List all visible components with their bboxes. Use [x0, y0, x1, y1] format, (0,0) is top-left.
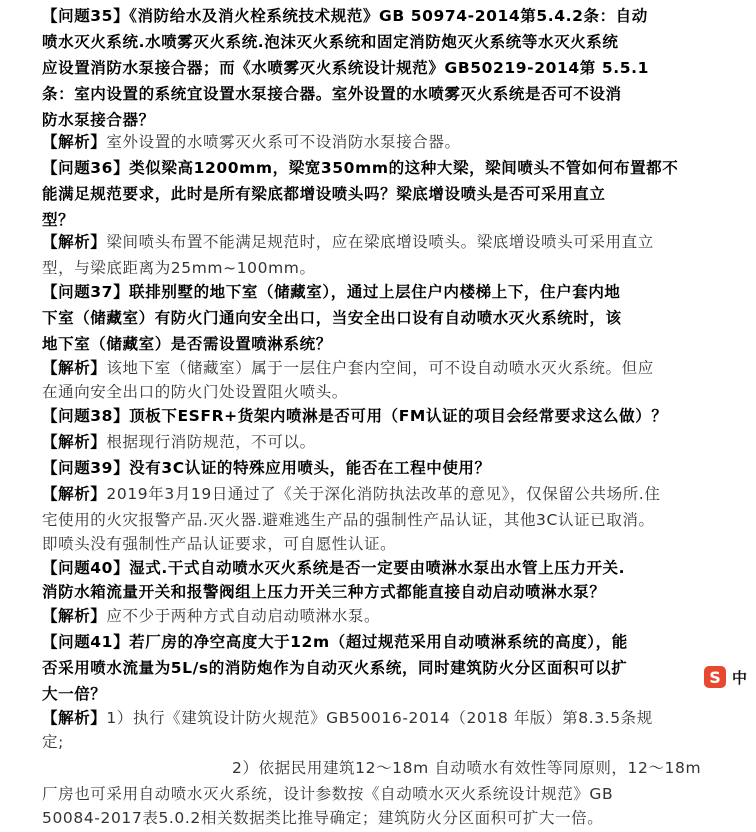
text-line: 50084-2017表5.0.2相关数据类比推导确定；建筑防火分区面积可扩大一倍。	[42, 809, 604, 827]
answer-text: 应不少于两种方式自动启动喷淋水泵。	[106, 607, 381, 625]
text-line: 条：室内设置的系统宜设置水泵接合器。室外设置的水喷雾灭火系统是否可不设消	[42, 85, 622, 103]
text-line: 【问题39】没有3C认证的特殊应用喷头，能否在工程中使用？	[42, 459, 491, 477]
answer-text: 2019年3月19日通过了《关于深化消防执法改革的意见》，仅保留公共场所.住	[106, 485, 661, 503]
text-line: 型，与梁底距离为25mm~100mm。	[42, 259, 316, 277]
text-line: 喷水灭火系统.水喷雾灭火系统.泡沫灭火系统和固定消防炮灭火系统等水灭火系统	[42, 33, 619, 51]
text-line: 消防水箱流量开关和报警阀组上压力开关三种方式都能直接自动启动喷淋水泵？	[42, 583, 606, 601]
answer-tag: 【解析】	[42, 709, 107, 727]
text-line: 应设置消防水泵接合器；而《水喷雾灭火系统设计规范》GB50219-2014第 5.5.1	[42, 59, 649, 77]
answer-line	[42, 704, 653, 732]
answer-tag: 【解析】	[42, 607, 107, 625]
answer-tag: 【解析】	[42, 133, 107, 151]
text-line: 防水泵接合器？	[42, 111, 155, 129]
answer-line	[42, 228, 654, 256]
text-line: 能满足规范要求，此时是所有梁底都增设喷头吗？梁底增设喷头是否可采用直立	[42, 185, 606, 203]
text-line: 【问题40】湿式.干式自动喷水灭火系统是否一定要由喷淋水泵出水管上压力开关.	[42, 559, 626, 577]
text-line: 定;	[42, 733, 64, 751]
answer-tag: 【解析】	[42, 359, 107, 377]
answer-text: 1）执行《建筑设计防火规范》GB50016-2014（2018 年版）第8.3.5条规	[106, 709, 653, 727]
text-line: 地下室（储藏室）是否需设置喷淋系统？	[42, 335, 332, 353]
text-line: 下室（储藏室）有防火门通向安全出口，当安全出口设有自动喷水灭火系统时，该	[42, 309, 622, 327]
text-line: 型？	[42, 211, 75, 229]
answer-text: 该地下室（储藏室）属于一层住户套内空间，可不设自动喷水灭火系统。但应	[106, 359, 654, 377]
answer-tag: 【解析】	[42, 233, 107, 251]
text-line: 【问题41】若厂房的净空高度大于12m（超过规范采用自动喷淋系统的高度），能	[42, 633, 628, 651]
text-line: 宅使用的火灾报警产品.灭火器.避难逃生产品的强制性产品认证，其他3C认证已取消。	[42, 511, 655, 529]
text-line: 在通向安全出口的防火门处设置阻火喷头。	[42, 383, 348, 401]
text-line: 即喷头没有强制性产品认证要求，可自愿性认证。	[42, 535, 397, 553]
text-line: 否采用喷水流量为5L/s的消防炮作为自动灭火系统，同时建筑防火分区面积可以扩	[42, 659, 628, 677]
text-line: 【问题38】顶板下ESFR+货架内喷淋是否可用（FM认证的项目会经常要求这么做）？	[42, 407, 668, 425]
text-line: 【问题35】《消防给水及消火栓系统技术规范》GB 50974-2014第5.4.2条：自动	[42, 7, 648, 25]
answer-text: 梁间喷头布置不能满足规范时，应在梁底增设喷头。梁底增设喷头可采用直立	[106, 233, 654, 251]
text-line: 【问题37】联排别墅的地下室（储藏室），通过上层住户内楼梯上下，住户套内地	[42, 283, 621, 301]
answer-line	[42, 128, 461, 156]
text-line: 厂房也可采用自动喷水灭火系统，设计参数按《自动喷水灭火系统设计规范》GB	[42, 785, 614, 803]
answer-line	[42, 428, 316, 456]
answer-tag: 【解析】	[42, 485, 107, 503]
text-line: 【问题36】类似梁高1200mm，梁宽350mm的这种大梁，梁间喷头不管如何布置都不	[42, 159, 679, 177]
answer-tag: 【解析】	[42, 433, 107, 451]
language-toggle[interactable]: 中	[732, 668, 748, 687]
sogou-logo-icon[interactable]: S	[704, 666, 726, 688]
answer-line	[42, 602, 380, 630]
answer-text: 室外设置的水喷雾灭火系可不设消防水泵接合器。	[106, 133, 461, 151]
answer-text: 根据现行消防规范，不可以。	[106, 433, 316, 451]
text-line: 大一倍？	[42, 685, 107, 703]
text-line: 2）依据民用建筑12～18m 自动喷水有效性等同原则，12～18m	[232, 759, 702, 777]
input-method-toolbar[interactable]	[704, 663, 756, 691]
answer-line	[42, 480, 660, 508]
